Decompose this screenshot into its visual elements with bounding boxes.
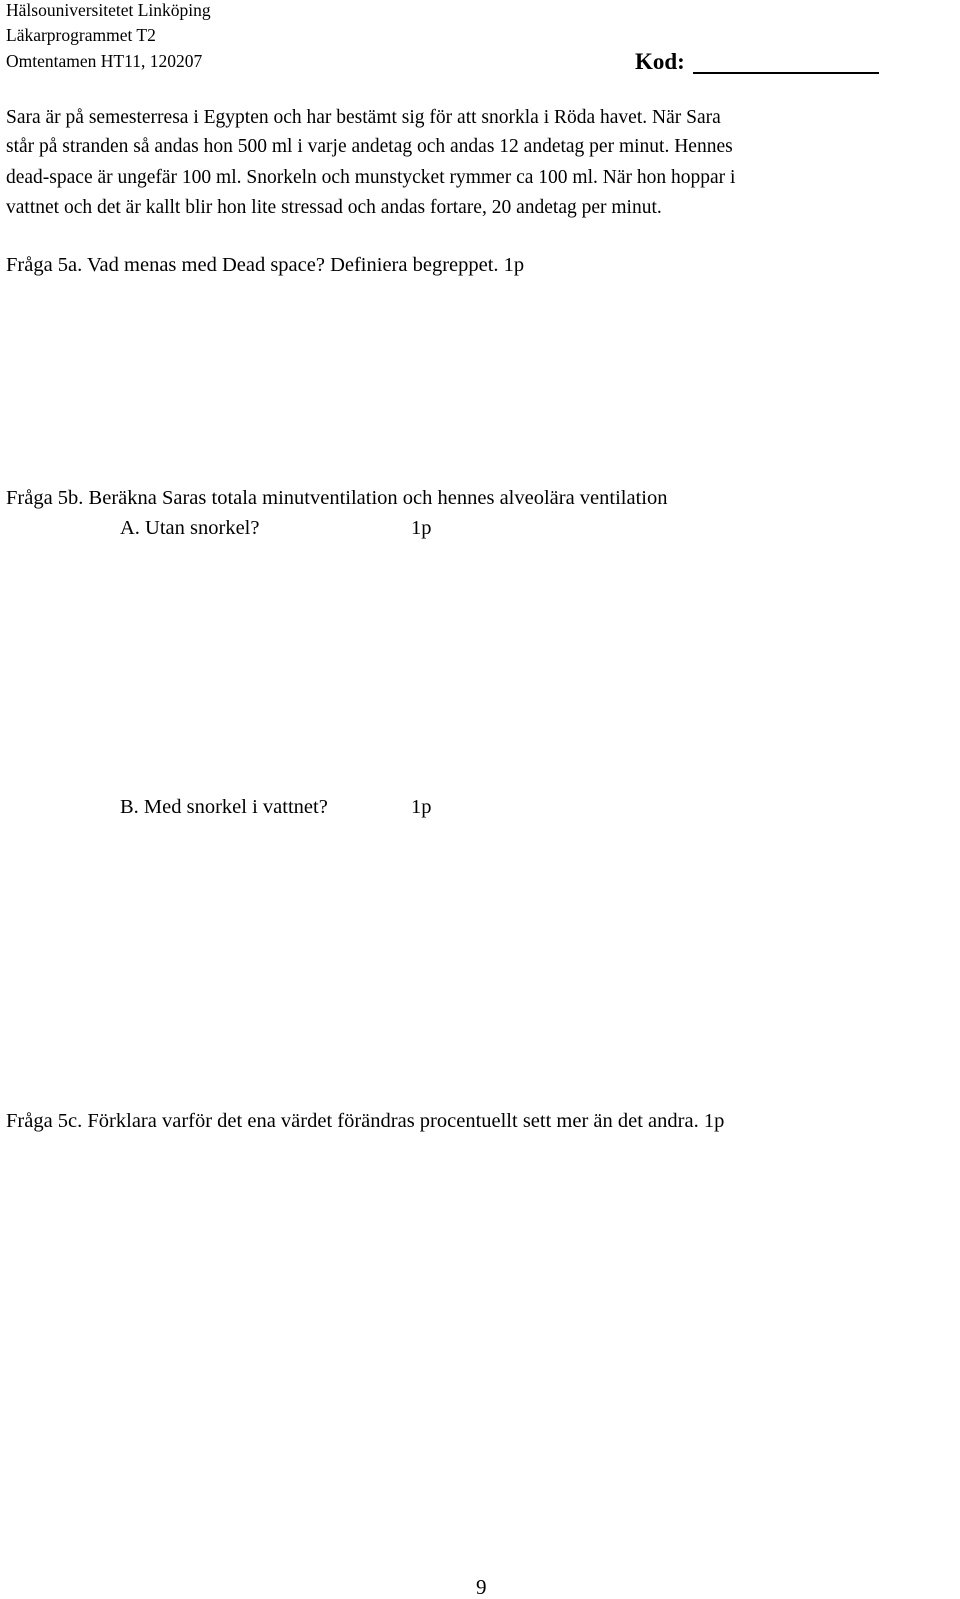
question-5b-a: A. Utan snorkel? [120, 517, 260, 539]
question-5a: Fråga 5a. Vad menas med Dead space? Definiera begreppet. 1p [6, 254, 525, 276]
question-5b-a-points: 1p [411, 517, 432, 539]
institution-name: Hälsouniversitetet Linköping [6, 0, 211, 20]
question-5b: Fråga 5b. Beräkna Saras totala minutventilation och hennes alveolära ventilation [6, 487, 668, 509]
exam-title: Omtentamen HT11, 120207 [6, 51, 203, 71]
scenario-line-2: står på stranden så andas hon 500 ml i varje andetag och andas 12 andetag per minut. Hennes [6, 136, 733, 157]
question-5b-b-points: 1p [411, 796, 432, 818]
page-number: 9 [476, 1575, 487, 1599]
question-5b-b: B. Med snorkel i vattnet? [120, 796, 328, 818]
program-name: Läkarprogrammet T2 [6, 25, 156, 45]
scenario-line-3: dead-space är ungefär 100 ml. Snorkeln och munstycket rymmer ca 100 ml. När hon hoppar i [6, 167, 736, 188]
code-field[interactable] [693, 72, 879, 74]
question-5c: Fråga 5c. Förklara varför det ena värdet förändras procentuellt sett mer än det andra. 1p [6, 1110, 725, 1132]
scenario-line-1: Sara är på semesterresa i Egypten och har bestämt sig för att snorkla i Röda havet. När Sara [6, 107, 721, 128]
scenario-line-4: vattnet och det är kallt blir hon lite stressad och andas fortare, 20 andetag per minut. [6, 197, 662, 218]
code-label: Kod: [635, 49, 685, 74]
